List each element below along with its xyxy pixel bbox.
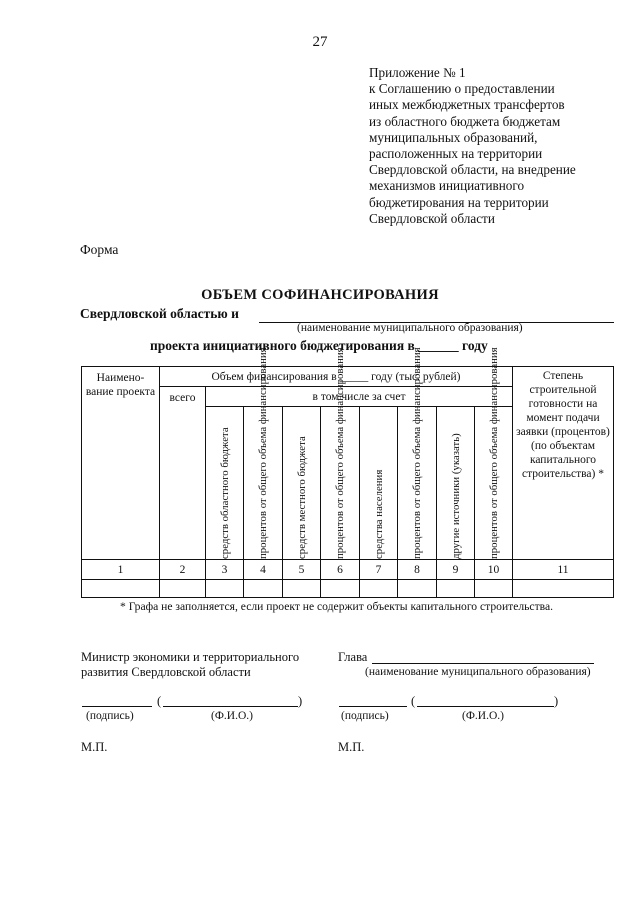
empty-cell[interactable] [513,580,614,598]
left-fio-bracket-open: ( [157,694,162,708]
subheader-cell: средств местного бюджета [295,436,308,559]
empty-cell[interactable] [160,580,206,598]
appendix-line: Приложение № 1 [369,65,466,80]
subtitle-line-1: Свердловской областью и [80,306,239,321]
column-number: 11 [513,560,614,580]
column-number: 2 [160,560,206,580]
subheader-cell: процентов от общего объема финансирования [487,347,500,559]
right-signature-label: (подпись) [341,710,389,722]
column-number: 1 [82,560,160,580]
left-signature-label: (подпись) [86,710,134,722]
left-fio-label: (Ф.И.О.) [211,710,253,722]
appendix-line: бюджетирования на территории [369,194,549,210]
right-fio-label: (Ф.И.О.) [462,710,504,722]
empty-cell[interactable] [82,580,160,598]
left-fio-bracket-close: ) [298,694,303,708]
subtitle-line-2: проекта инициативного бюджетирования в ______ году [150,338,488,353]
right-stamp-label: М.П. [338,740,365,754]
empty-cell[interactable] [321,580,360,598]
empty-cell[interactable] [360,580,398,598]
appendix-header [369,65,634,227]
right-fio-bracket-open: ( [411,694,416,708]
subheader-cell: процентов от общего объема финансирования [411,347,423,559]
appendix-line: Свердловской области [369,210,495,226]
left-stamp-label: М.П. [81,740,108,754]
empty-cell[interactable] [244,580,283,598]
column-number: 3 [206,560,244,580]
minister-title-line-2: развития Свердловской области [81,665,251,679]
column-number: 4 [244,560,283,580]
header-readiness: Степень строительной готовности на момент подачи заявки (процентов) (по объектам капитального строительства) * [513,367,614,560]
appendix-line: иных межбюджетных трансфертов [369,97,565,113]
right-signature-line[interactable] [339,706,407,707]
column-number: 8 [398,560,437,580]
head-title: Глава [338,650,368,664]
right-fio-bracket-close: ) [554,694,559,708]
column-number: 6 [321,560,360,580]
column-number: 5 [283,560,321,580]
appendix-line: муниципальных образований, [369,129,538,145]
appendix-line: Свердловской области, на внедрение [369,162,576,178]
header-financing: Объем финансирования в _____ году (тыс. рублей) [160,367,513,387]
footnote: * Графа не заполняется, если проект не содержит объекты капитального строительства. [120,600,554,613]
subheader-cell: процентов от общего объема финансирования [257,347,269,559]
appendix-line: из областного бюджета бюджетам [369,113,561,129]
document-title: ОБЪЕМ СОФИНАНСИРОВАНИЯ [201,287,439,303]
empty-cell[interactable] [283,580,321,598]
column-number: 9 [437,560,475,580]
appendix-line: механизмов инициативного [369,178,525,194]
subheader-cell: другие источники (указать) [449,433,462,559]
municipality-hint: (наименование муниципального образования) [297,322,523,334]
appendix-line: к Соглашению о предоставлении [369,81,555,97]
table-row [82,580,614,598]
column-number: 10 [475,560,513,580]
form-label: Форма [80,242,119,257]
subheader-cell: средства населения [372,469,385,559]
head-blank-line [372,663,594,664]
minister-title [81,650,299,680]
empty-cell[interactable] [437,580,475,598]
cofinancing-table [81,347,614,598]
header-project-name: Наимено-вание проекта [82,367,160,560]
column-number: 7 [360,560,398,580]
header-including: в том числе за счет [206,387,513,407]
empty-cell[interactable] [475,580,513,598]
empty-cell[interactable] [398,580,437,598]
appendix-line: расположенных на территории [369,146,543,162]
subheader-cell: средств областного бюджета [218,427,231,559]
right-fio-line[interactable] [417,706,554,707]
minister-title-line-1: Министр экономики и территориального [81,650,300,664]
page-number: 27 [312,34,328,50]
subheader-cell: процентов от общего объема финансирования [334,347,346,559]
left-fio-line[interactable] [163,706,298,707]
head-hint: (наименование муниципального образования) [365,666,591,678]
left-signature-line[interactable] [82,706,152,707]
empty-cell[interactable] [206,580,244,598]
header-total: всего [160,387,206,560]
